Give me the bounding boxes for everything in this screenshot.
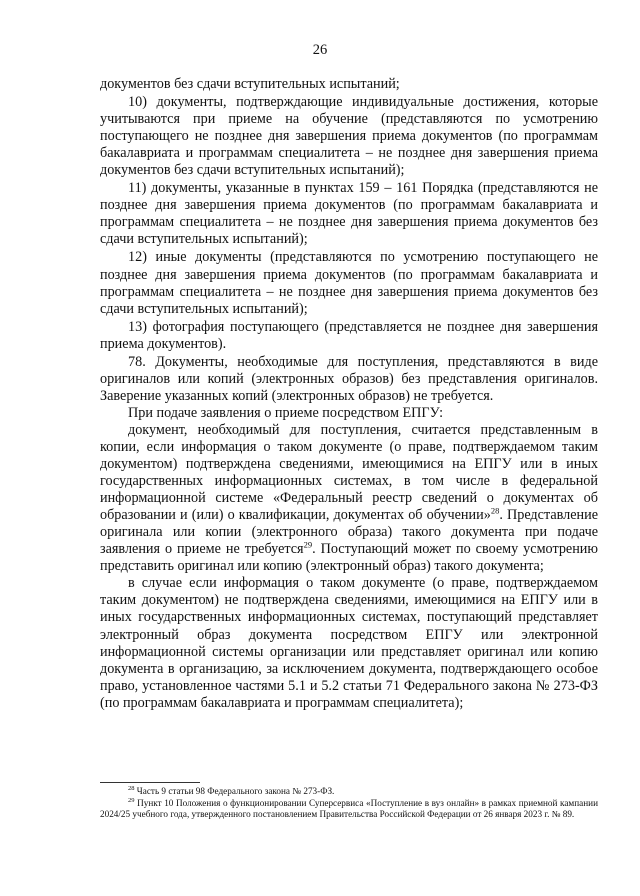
epgu-unconfirmed-paragraph: в случае если информация о таком документе (о праве, подтверждаемом таким документом) не подтверждена сведениями, имеющимися на ЕПГУ или в иных государственных информационных системах, поступающий представляет электронный образ документа посредством ЕПГУ или электронной информационной системы организации или представляет оригинал или копию документа в организацию, за исключением документа, подтверждающего особое право, установленное частями 5.1 и 5.2 статьи 71 Федерального закона № 273-ФЗ (по программам бакалавриата и программам специалитета); [100,575,598,711]
footnote-divider [100,782,200,783]
page-number: 26 [312,42,328,58]
epgu-copy-paragraph [100,422,598,575]
footnote-text: Пункт 10 Положения о функционировании Суперсервиса «Поступление в вуз онлайн» в рамках приемной кампании 2024/25 учебного года, утвержденного постановлением Правительства Российской Федерации от 26 января 2023 г. № 89. [100,797,598,820]
list-item-11: 11) документы, указанные в пунктах 159 – 161 Порядка (представляются не позднее дня завершения приема документов (по программам бакалавриата и программам специалитета – не позднее дня завершения приема документов без сдачи вступительных испытаний); [100,180,598,248]
footnote-29 [100,798,598,821]
clause-78: 78. Документы, необходимые для поступления, представляются в виде оригиналов или копий (электронных образов) без представления оригиналов. Заверение указанных копий (электронных образов) не требуется. [100,353,598,404]
epgu-copy-text-1: документ, необходимый для поступления, считается представленным в копии, если информация о таком документе (о праве, подтверждаемом таким документом) подтверждена сведениями, имеющимися на ЕПГУ или в иных государственных информационных системах, в том числе в федеральной информационной системе «Федеральный реестр сведений о документах об образовании и (или) о квалификации, документах об обучении» [100,421,598,524]
footnote-ref-28: 28 [490,505,500,516]
epgu-copy-text-3: . Поступающий может по своему усмотрению представить оригинал или копию (электронный образ) такого документа; [100,541,598,575]
footnote-number: 28 [128,784,135,792]
paragraph-continuation: документов без сдачи вступительных испытаний; [100,76,400,92]
document-body [100,76,598,712]
footnote-number: 29 [128,796,135,804]
epgu-intro: При подаче заявления о приеме посредством ЕПГУ: [128,404,444,421]
list-item-10: 10) документы, подтверждающие индивидуальные достижения, которые учитываются при приеме на обучение (представляются по усмотрению поступающего не позднее дня завершения приема документов (по программам бакалавриата и программам специалитета – не позднее дня завершения приема документов без сдачи вступительных испытаний); [100,94,598,179]
list-item-12: 12) иные документы (представляются по усмотрению поступающего не позднее дня завершения приема документов (по программам бакалавриата и программам специалитета – не позднее дня завершения приема документов без сдачи вступительных испытаний); [100,249,598,317]
footnote-28 [100,786,598,798]
footnote-ref-29: 29 [303,539,313,550]
footnote-text: Часть 9 статьи 98 Федерального закона № 273-ФЗ. [134,786,335,796]
footnotes [100,786,598,821]
list-item-13: 13) фотография поступающего (представляется не позднее дня завершения приема документов). [100,318,598,352]
epgu-copy-text-2: . Представление оригинала или копии (электронного образа) такого документа при подаче заявления о приеме не требуется [100,507,598,558]
